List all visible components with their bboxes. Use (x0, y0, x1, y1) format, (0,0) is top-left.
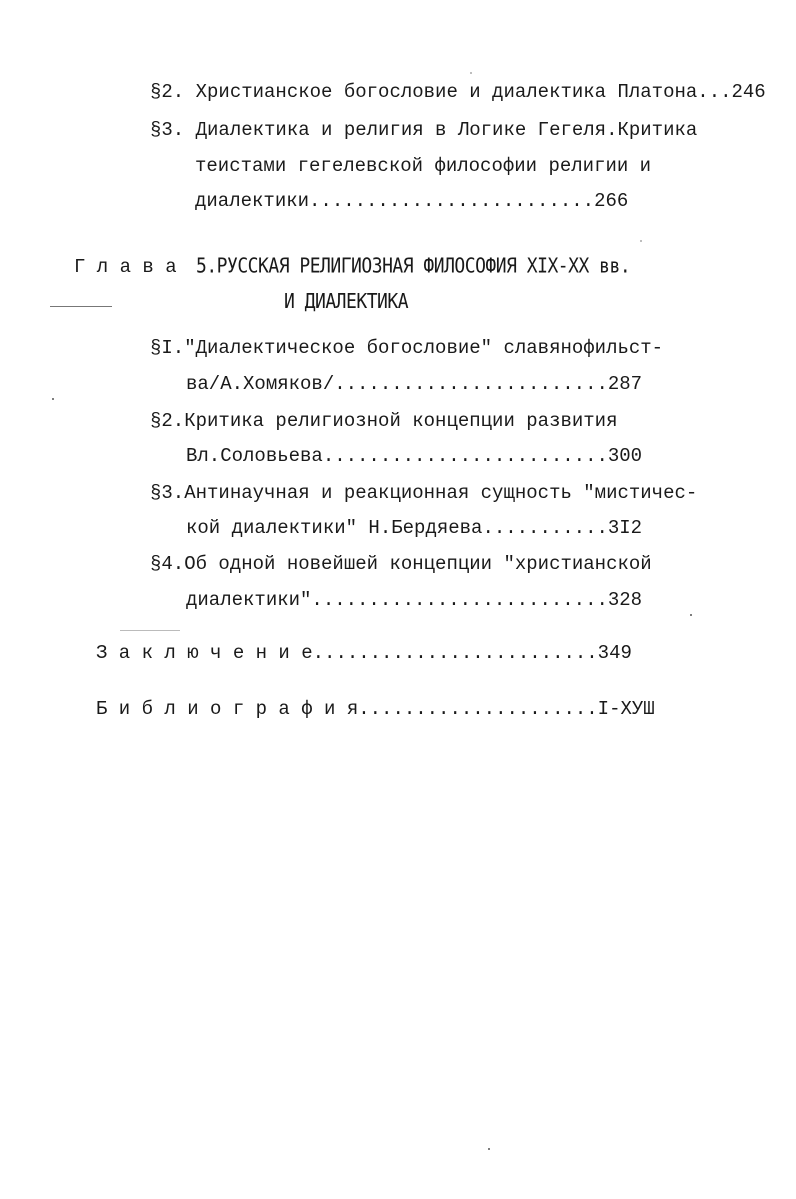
scan-mark (120, 630, 180, 631)
chapter-label: Г л а в а (74, 256, 177, 278)
toc-entry-s2-plato: §2. Христианское богословие и диалектика Платона...246 (150, 81, 766, 103)
toc-entry-bibliography: Б и б л и о г р а ф и я.....................I-ХУШ (96, 698, 655, 720)
toc-entry-s3-hegel-line3: диалектики.........................266 (195, 190, 629, 212)
chapter-title-line1: 5.РУССКАЯ РЕЛИГИОЗНАЯ ФИЛОСОФИЯ XIX-XX вв. (196, 254, 631, 279)
toc-entry-conclusion: З а к л ю ч е н и е.........................349 (96, 642, 632, 664)
scan-dot (52, 398, 54, 400)
toc-entry-s1-khomyakov-line1: §I."Диалектическое богословие" славянофильст- (150, 337, 664, 359)
toc-entry-s3-hegel-line2: теистами гегелевской философии религии и (195, 155, 652, 177)
scan-dot (488, 1148, 490, 1150)
toc-entry-s3-hegel-line1: §3. Диалектика и религия в Логике Гегеля.Критика (150, 119, 698, 141)
toc-entry-s3-berdyaev-line1: §3.Антинаучная и реакционная сущность "мистичес- (150, 482, 698, 504)
scan-dot (640, 240, 642, 242)
scan-dot (690, 614, 692, 616)
toc-entry-s4-christian-line1: §4.Об одной новейшей концепции "христианской (150, 553, 652, 575)
chapter-title-line2: И ДИАЛЕКТИКА (284, 289, 409, 314)
toc-entry-s4-christian-line2: диалектики"..........................328 (186, 589, 643, 611)
toc-entry-s2-solovyov-line2: Вл.Соловьева.........................300 (186, 445, 643, 467)
scan-dot (470, 72, 472, 74)
toc-entry-s2-solovyov-line1: §2.Критика религиозной концепции развития (150, 410, 618, 432)
toc-entry-s3-berdyaev-line2: кой диалектики" Н.Бердяева...........3I2 (186, 517, 643, 539)
scan-mark (50, 306, 112, 307)
toc-entry-s1-khomyakov-line2: ва/А.Хомяков/........................287 (186, 373, 643, 395)
